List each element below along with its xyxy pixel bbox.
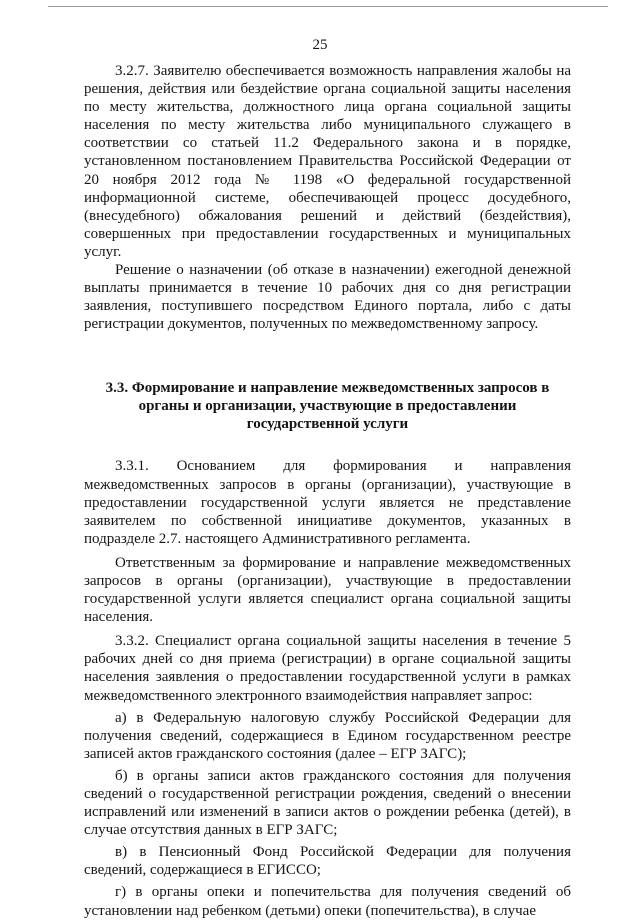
page-number: 25 bbox=[312, 37, 328, 53]
paragraph-decision-term: Решение о назначении (об отказе в назначении) ежегодной денежной выплаты принимается в течение 10 рабочих дня со дня регистрации заявления, поступившего посредством Единого портала, либо с даты регистрации документов, полученных по межведомственному запросу. bbox=[84, 262, 571, 333]
paragraph-3-3-2: 3.3.2. Специалист органа социальной защиты населения в течение 5 рабочих дней со дня приема (регистрации) в органе социальной защиты населения заявления о предоставлении государственной услуги в рамках межведомственного электронного взаимодействия направляет запрос: bbox=[84, 633, 571, 704]
list-item-v: в) в Пенсионный Фонд Российской Федерации для получения сведений, содержащиеся в ЕГИССО; bbox=[84, 844, 571, 879]
paragraph-3-2-7: 3.2.7. Заявителю обеспечивается возможность направления жалобы на решения, действия или бездействие органа социальной защиты населения по месту жительства, должностного лица органа социальной защиты населения по месту жительства либо муниципального служащего в соответствии со статьей 11.2 Федерального закона и в порядке, установленном постановлением Правительства Российской Федерации от 20 ноября 2012 года № 1198 «О федеральной государственной информационной системе, обеспечивающей процесс досудебного, (внесудебного) обжалования решений и действий (бездействия), совершенных при предоставлении государственных и муниципальных услуг. bbox=[84, 63, 571, 260]
paragraph-3-3-1: 3.3.1. Основанием для формирования и направления межведомственных запросов в органы (организации), участвующие в предоставлении государственной услуги является не представление заявителем по собственной инициативе документов, указанных в подразделе 2.7. настоящего Административного регламента. bbox=[84, 458, 571, 547]
document-body bbox=[84, 62, 571, 920]
list-item-b: б) в органы записи актов гражданского состояния для получения сведений о государственной регистрации рождения, сведений о внесении исправлений или изменений в записи актов о рождении ребенка (детей), в случае отсутствия данных в ЕГР ЗАГС; bbox=[84, 767, 571, 839]
paragraph-responsible: Ответственным за формирование и направление межведомственных запросов в органы (организации), участвующие в предоставлении государственной услуги является специалист органа социальной защиты населения. bbox=[84, 554, 571, 626]
top-rule bbox=[48, 6, 608, 7]
list-item-g: г) в органы опеки и попечительства для получения сведений об установлении над ребенком (детьми) опеки (попечительства), в случае bbox=[84, 884, 571, 919]
section-heading-3-3: 3.3. Формирование и направление межведомственных запросов в органы и организации, участвующие в предоставлении государственной услуги bbox=[105, 380, 550, 433]
list-item-a: а) в Федеральную налоговую службу Российской Федерации для получения сведений, содержащиеся в Едином государственном реестре записей актов гражданского состояния (далее – ЕГР ЗАГС); bbox=[84, 709, 571, 762]
